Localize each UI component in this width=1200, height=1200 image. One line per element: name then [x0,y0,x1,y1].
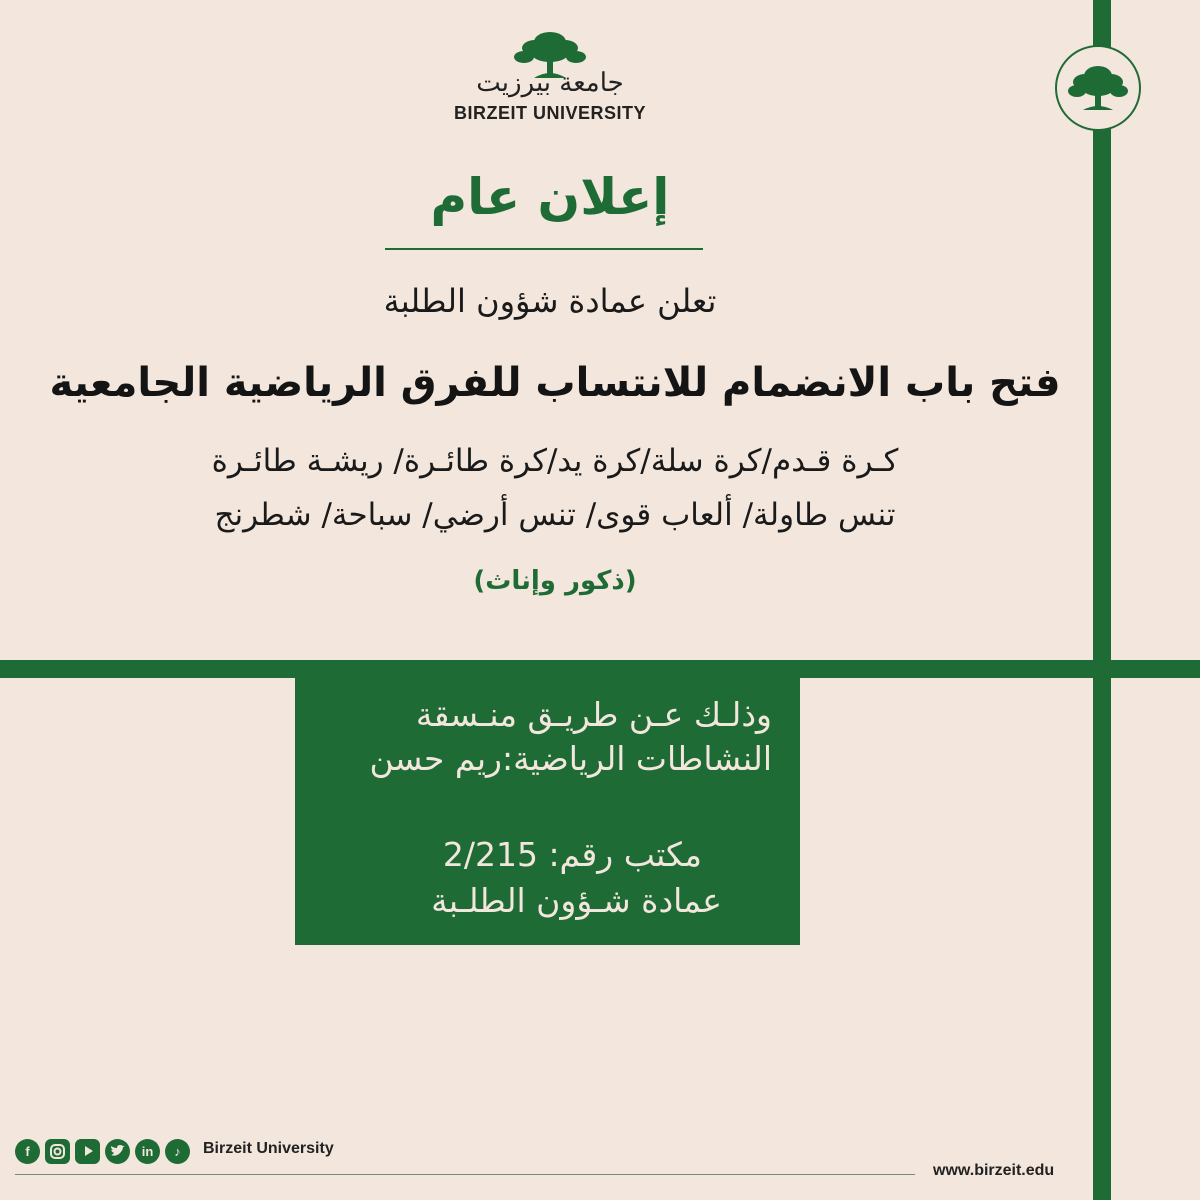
footer-website-link[interactable]: www.birzeit.edu [933,1162,1055,1179]
vertical-green-line [1093,0,1111,1200]
horizontal-green-line [0,660,1200,678]
tree-badge [1055,45,1141,131]
social-icons [15,1138,190,1164]
announcement-title: إعلان عام [430,168,670,226]
info-line-deanship: عمادة شـؤون الطلـبة [431,881,722,920]
olive-tree-icon [1063,58,1133,118]
tiktok-icon[interactable]: ♪ [165,1139,190,1164]
instagram-icon[interactable] [45,1139,70,1164]
gender-note: (ذكور وإناث) [473,566,637,596]
footer-divider [15,1174,915,1175]
sports-list-line-2: تنس طاولة/ ألعاب قوى/ تنس أرضي/ سباحة/ شطرنج [214,497,896,533]
twitter-icon[interactable] [105,1139,130,1164]
info-line-office: مكتب رقم: 2/215 [442,835,702,874]
info-line-coordinator: وذلـك عـن طريـق منـسقة [415,695,772,734]
university-logo [430,30,670,130]
info-line-coordinator-name: النشاطات الرياضية:ريم حسن [369,739,772,778]
logo-arabic-name: جامعة بيرزيت [476,68,624,98]
linkedin-icon[interactable]: in [135,1139,160,1164]
logo-english-name: BIRZEIT UNIVERSITY [453,103,646,123]
facebook-icon[interactable]: f [15,1139,40,1164]
sports-list-line-1: كـرة قـدم/كرة سلة/كرة يد/كرة طائـرة/ ريشـة طائـرة [211,443,899,479]
contact-info-panel [295,678,800,945]
footer-university-name: Birzeit University [203,1140,334,1157]
announcement-intro: تعلن عمادة شؤون الطلبة [383,282,717,320]
youtube-icon[interactable] [75,1139,100,1164]
title-underline [385,248,703,250]
announcement-headline: فتح باب الانضمام للانتساب للفرق الرياضية الجامعية [49,360,1061,406]
